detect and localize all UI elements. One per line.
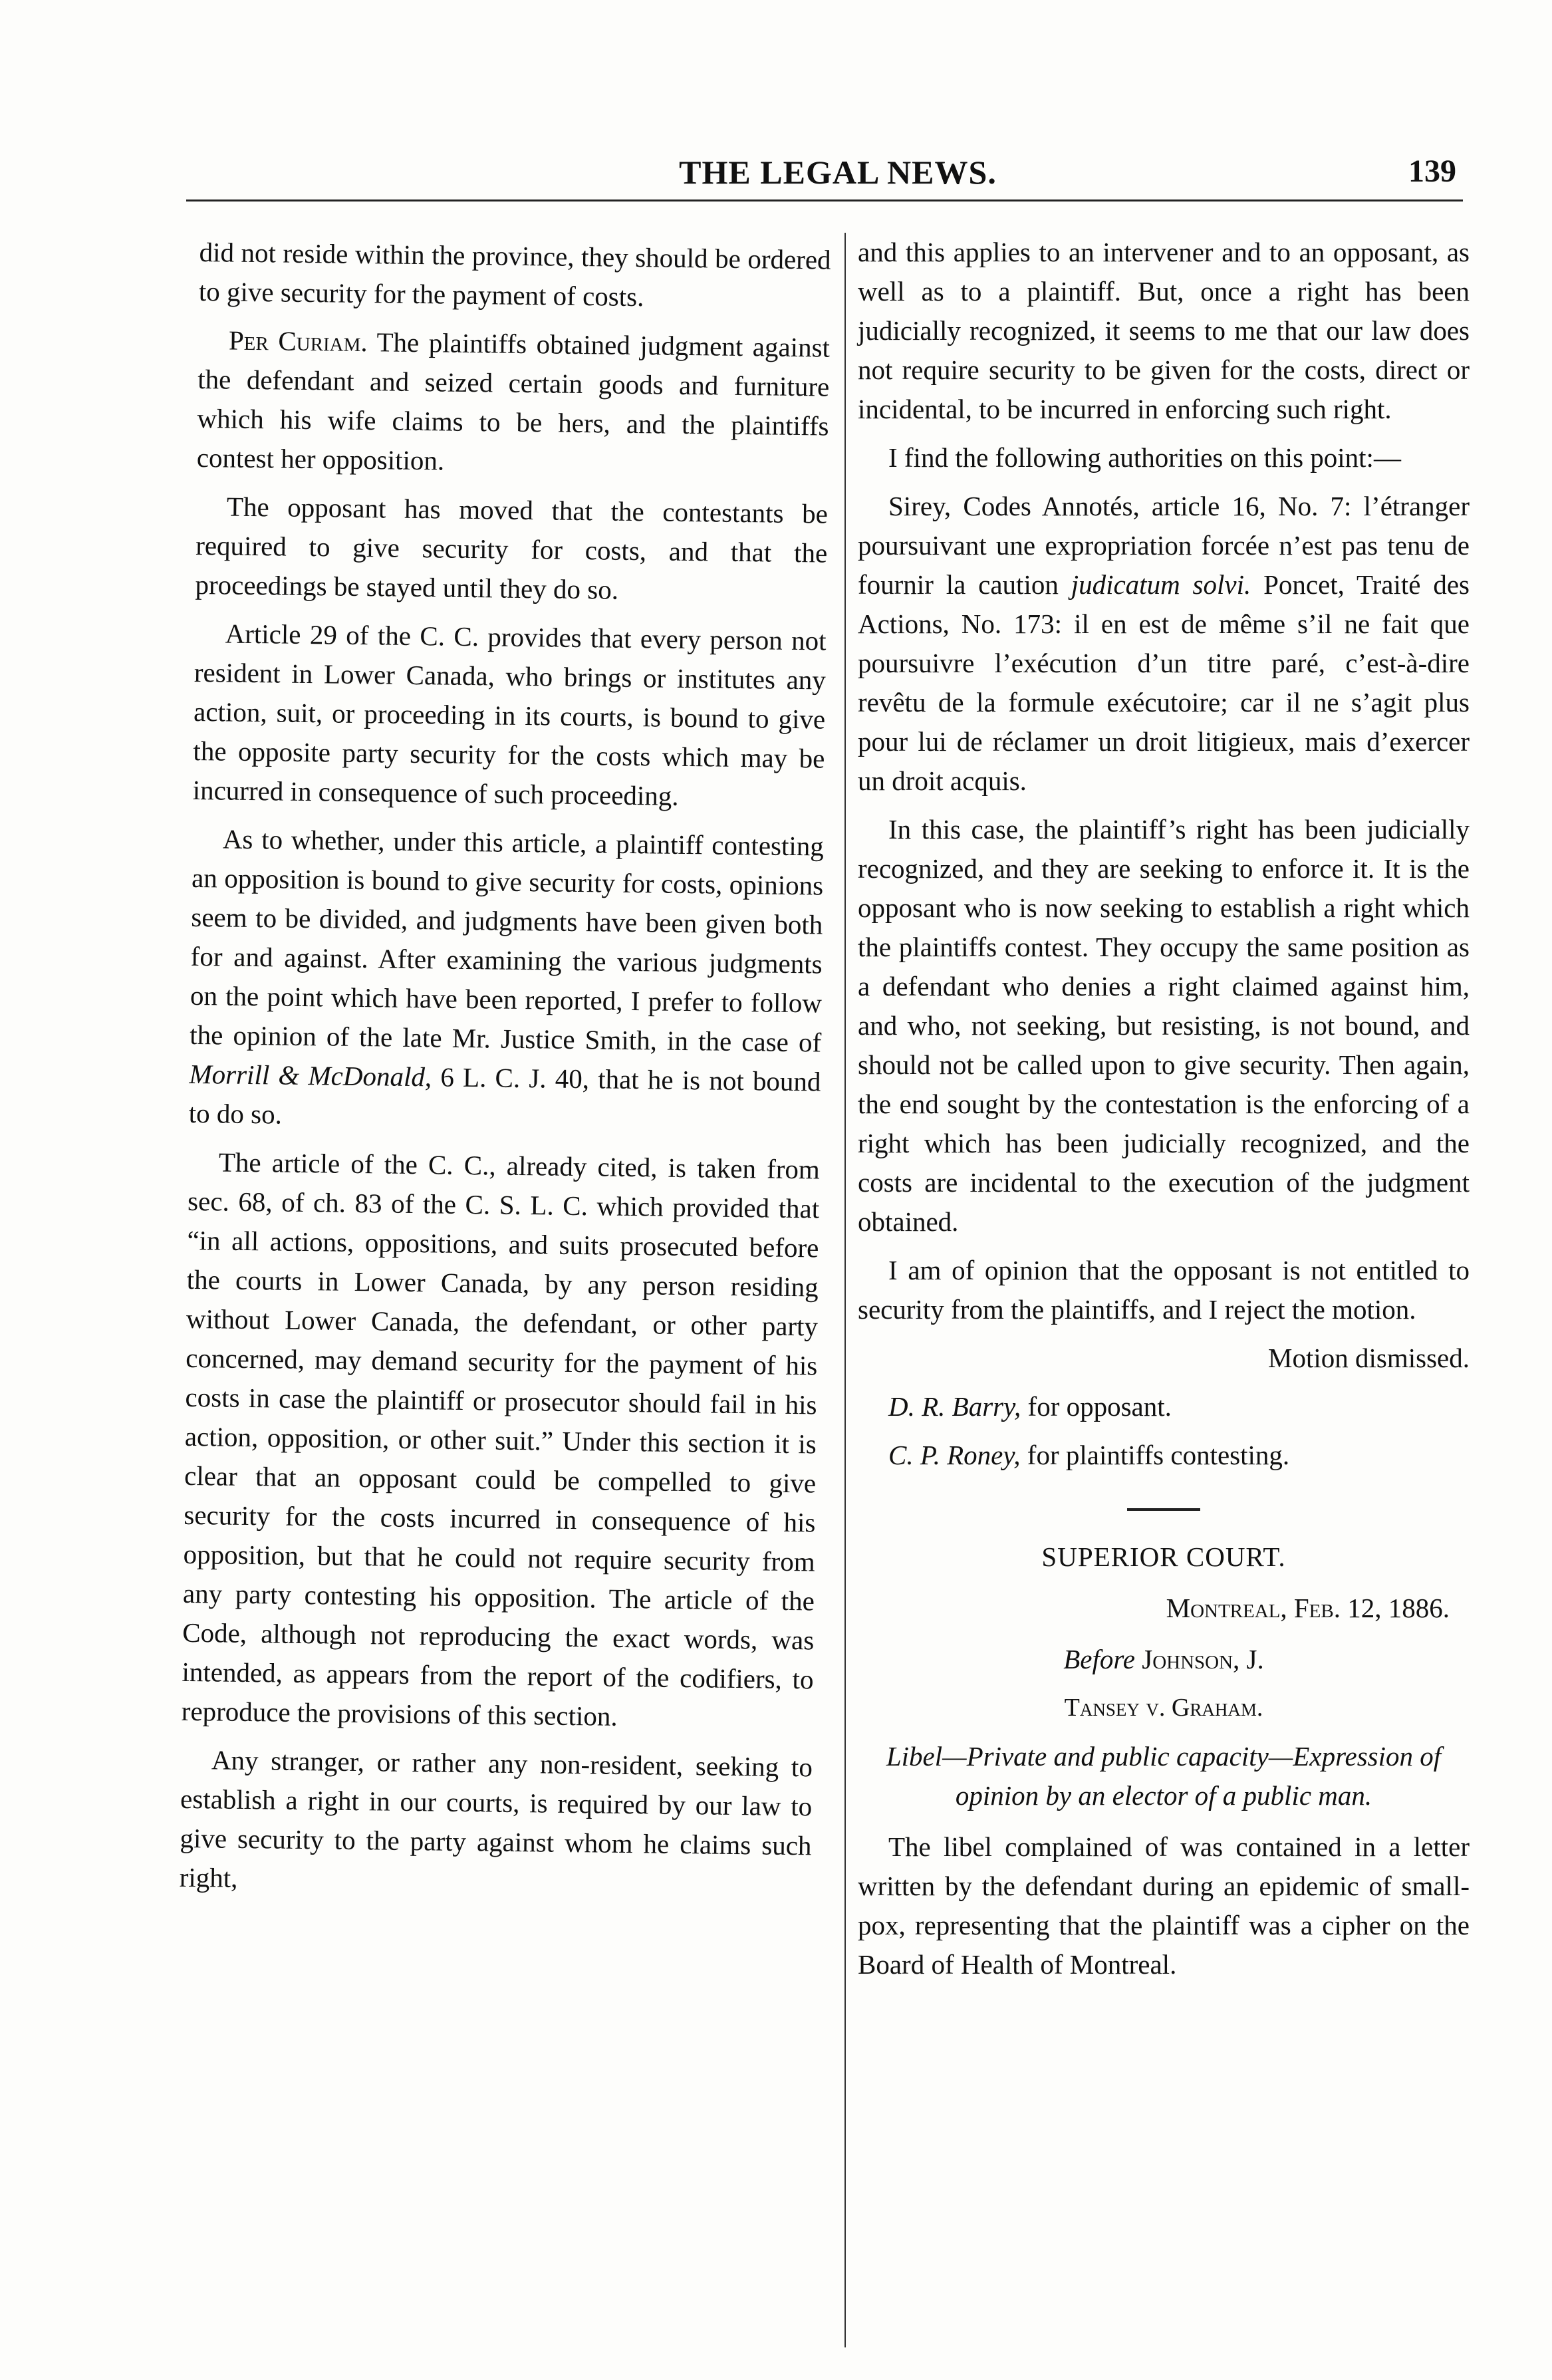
paragraph: and this applies to an intervener and to an opposant, as well as to a plaintiff. But, once a right has been judicially recognized, it seems to me that our law does not require security to be given for the costs, direct or incidental, to be incurred in enforcing such right. xyxy=(858,237,1470,424)
paragraph: Article 29 of the C. C. provides that every person not resident in Lower Canada, who brings or institutes any action, suit, or proceeding in its courts, is bound to give the opposite party security for the costs which may be incurred in consequence of such proceeding. xyxy=(192,618,827,811)
journal-title: THE LEGAL NEWS. xyxy=(679,154,997,191)
left-column xyxy=(179,233,831,1914)
paragraph: The libel complained of was contained in a letter written by the defendant during an epidemic of small-pox, representing that the plaintiff was a cipher on the Board of Health of Montreal. xyxy=(858,1831,1470,1980)
counsel-line xyxy=(858,1436,1470,1475)
column-divider xyxy=(844,233,846,2347)
paragraph: The article of the C. C., already cited, is taken from sec. 68, of ch. 83 of the C. S. L. C. which provided that “in all actions, oppositions, and suits prosecuted before the courts in Lower Canada, by any person residing without Lower Canada, the defendant, or other party concerned, may demand security for the payment of his costs in case the plaintiff or prosecutor should fail in his action, opposition, or other suit.” Under this section it is clear that an opposant could be compelled to give security for the costs incurred in consequence of his opposition, but that he could not require security from any party contesting his opposition. The article of the Code, although not reproducing the exact words, was intended, as appears from the report of the codifiers, to reproduce the provisions of this section. xyxy=(181,1146,821,1732)
counsel-role: for plaintiffs contesting. xyxy=(1020,1440,1290,1470)
counsel-name: D. R. Barry, xyxy=(888,1391,1021,1422)
paragraph: did not reside within the province, they should be ordered to give security for the payment of costs. xyxy=(198,236,831,313)
paragraph-text: The plaintiffs obtained judgment against the defendant and seized certain goods and furniture which his wife claims to be hers, and the plaintiffs contest her opposition. xyxy=(196,327,831,476)
case-citation: Morrill & McDonald xyxy=(189,1058,426,1093)
paragraph: Any stranger, or rather any non-resident, seeking to establish a right in our courts, is required by our law to give security to the party against whom he claims such right, xyxy=(179,1744,813,1893)
paragraph xyxy=(197,321,831,485)
paragraph-text: Sirey, Codes Annotés, article 16, No. 7: l’étranger poursuivant une expropriation forcée n’est pas tenu de fournir la caution xyxy=(858,491,1470,600)
right-column xyxy=(858,233,1470,1994)
paragraph: I find the following authorities on this point:— xyxy=(888,442,1401,473)
running-header xyxy=(193,153,1456,199)
authority-citation xyxy=(858,487,1470,801)
motion-result: Motion dismissed. xyxy=(1268,1343,1470,1373)
judge-name: Johnson, J. xyxy=(1135,1644,1264,1674)
paragraph-text: Poncet, Traité des Actions, No. 173: il en est de même s’il ne fait que poursuivre l’exécution d’un titre paré, c’est-à-dire revêtu de la formule exécutoire; car il ne s’agit plus pour lui de réclamer un droit litigieux, mais d’exercer un droit acquis. xyxy=(858,569,1470,796)
paragraph xyxy=(188,819,824,1141)
paragraph: I am of opinion that the opposant is not entitled to security from the plaintiffs, and I reject the motion. xyxy=(858,1255,1470,1325)
counsel-line xyxy=(858,1387,1470,1426)
paragraph-text: As to whether, under this article, a plaintiff contesting an opposition is bound to give security for costs, opinions seem to be divided, and judgments have been given both for and against. After examining the various judgments on the point which have been reported, I prefer to follow the opinion of the late Mr. Justice Smith, in the case of xyxy=(189,823,825,1058)
per-curiam-label: Per Curiam. xyxy=(228,325,368,358)
headnote: Libel—Private and public capacity—Expression of opinion by an elector of a public man. xyxy=(886,1741,1442,1811)
before-label: Before xyxy=(1063,1644,1135,1674)
paragraph: The opposant has moved that the contestants be required to give security for costs, and that the proceedings be stayed until they do so. xyxy=(195,491,829,605)
dateline: Montreal, Feb. 12, 1886. xyxy=(1166,1593,1450,1623)
court-heading: SUPERIOR COURT. xyxy=(1041,1541,1286,1572)
before-judge-line xyxy=(858,1640,1470,1679)
counsel-role: for opposant. xyxy=(1021,1391,1172,1422)
header-rule xyxy=(186,199,1463,201)
case-title: Tansey v. Graham. xyxy=(1064,1694,1263,1722)
counsel-name: C. P. Roney, xyxy=(888,1440,1021,1470)
paragraph-text: , 6 L. C. J. 40, that he is not bound to do so. xyxy=(188,1061,821,1130)
paragraph: In this case, the plaintiff’s right has been judicially recognized, and they are seeking to enforce it. It is the opposant who is now seeking to establish a right which the plaintiffs contest. They occupy the same position as a defendant who denies a right claimed against him, and who, not seeking, but resisting, is not bound, and should not be called upon to give security. Then again, the end sought by the contestation is the enforcing of a right which has been judicially recognized, and the costs are incidental to the execution of the judgment obtained. xyxy=(858,814,1470,1237)
page-number: 139 xyxy=(1408,154,1456,189)
section-rule xyxy=(1127,1508,1200,1511)
latin-term: judicatum solvi. xyxy=(1071,569,1251,600)
